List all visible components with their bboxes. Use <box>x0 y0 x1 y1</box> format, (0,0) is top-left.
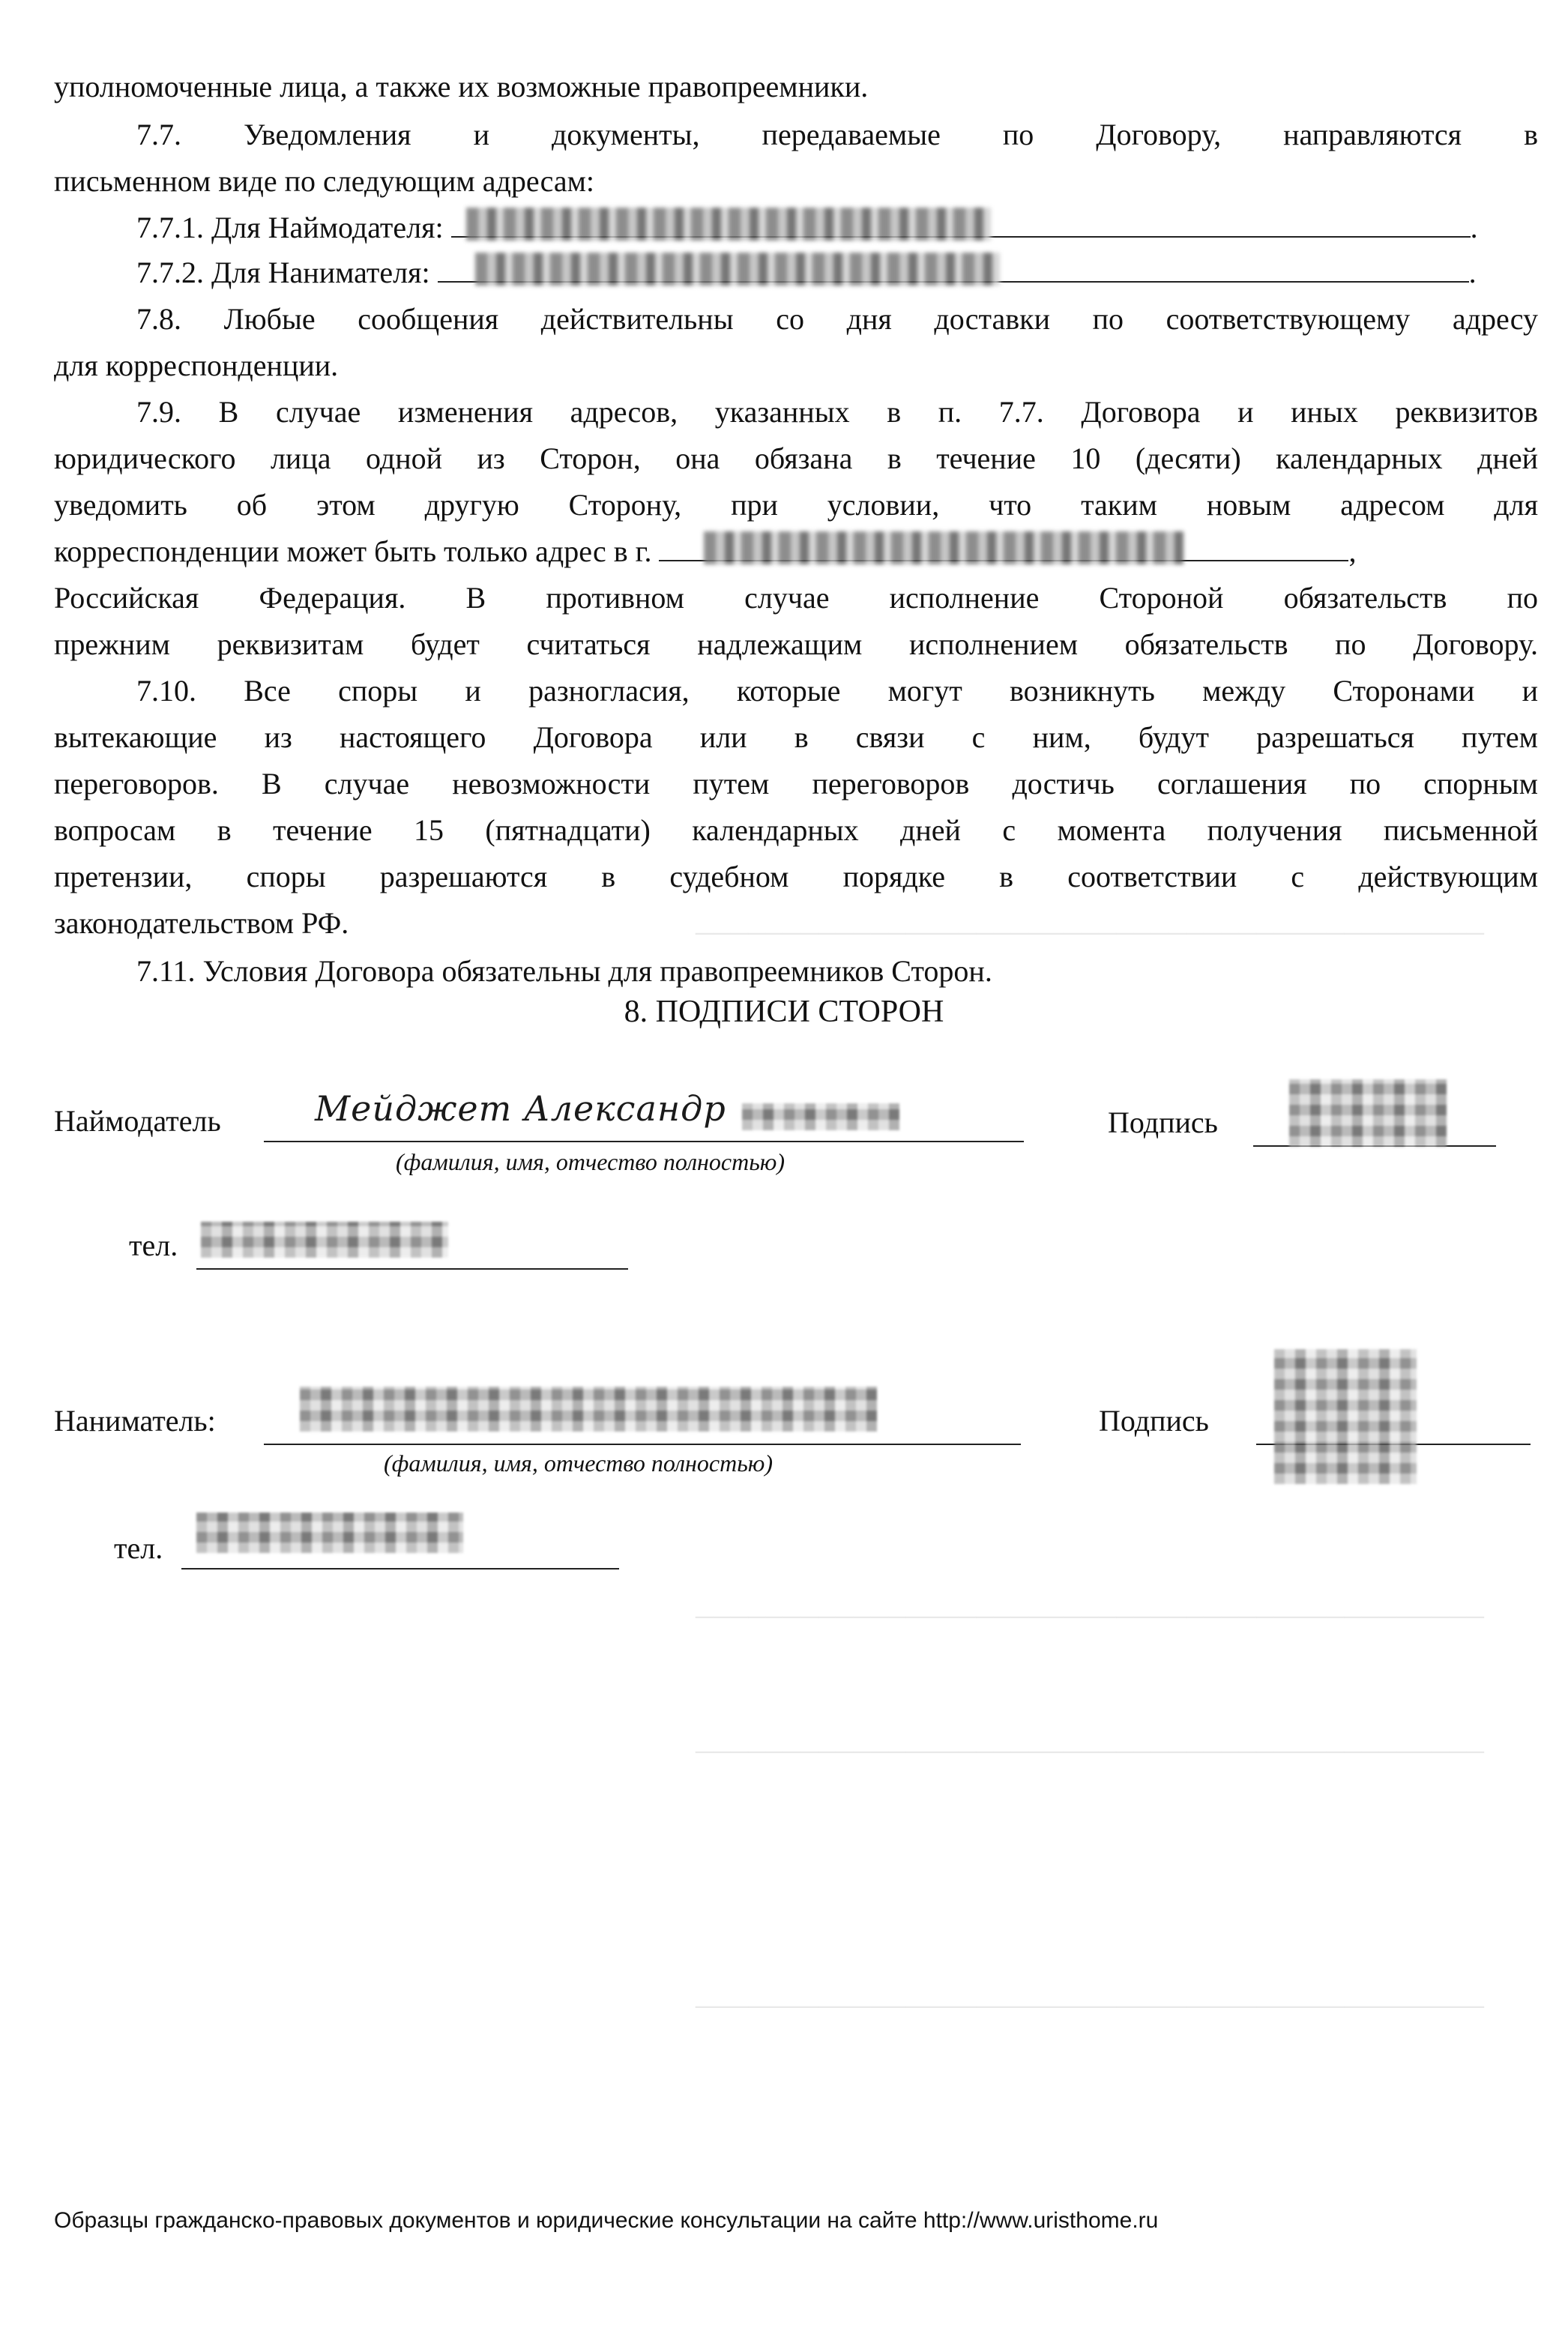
section-heading: 8. ПОДПИСИ СТОРОН <box>624 995 944 1029</box>
tenant-name-redacted <box>300 1387 877 1432</box>
city-label: корреспонденции может быть только адрес в г. <box>54 534 652 568</box>
text-line: вопросам в течение 15 (пятнадцати) календарных дней с момента получения письменной <box>54 813 1538 847</box>
redacted-block <box>704 531 1183 564</box>
tenant-name-rule <box>264 1444 1021 1445</box>
tenant-address-field <box>438 251 1469 283</box>
redacted-block <box>466 208 991 241</box>
redacted-block <box>475 253 1000 286</box>
tenant-phone-redacted <box>196 1513 463 1553</box>
landlord-address-line: 7.7.1. Для Наймодателя: . <box>54 205 1538 250</box>
text-line: 7.11. Условия Договора обязательны для правопреемников Сторон. <box>136 954 992 988</box>
text-line: 7.7. Уведомления и документы, передаваемые по Договору, направляются в <box>136 118 1538 151</box>
tenant-name-caption: (фамилия, имя, отчество полностью) <box>384 1450 773 1477</box>
landlord-handwritten-name: Мейджет Александр <box>315 1088 726 1129</box>
text-line: юридического лица одной из Сторон, она обязана в течение 10 (десяти) календарных дней <box>54 441 1538 475</box>
landlord-label: Наймодатель <box>54 1104 221 1138</box>
text-line: для корреспонденции. <box>54 349 339 382</box>
bleed-through: ───────────────────────────────────────────── <box>695 1994 1484 2021</box>
tenant-signature-redacted <box>1274 1349 1417 1484</box>
text-line: письменном виде по следующим адресам: <box>54 164 595 198</box>
landlord-address-field <box>451 206 1471 238</box>
text-line: Российская Федерация. В противном случае исполнение Стороной обязательств по <box>54 581 1538 615</box>
text-line: 7.10. Все споры и разногласия, которые могут возникнуть между Сторонами и <box>136 674 1538 708</box>
tenant-phone-label: тел. <box>114 1531 163 1565</box>
text-line: 7.8. Любые сообщения действительны со дня доставки по соответствующему адресу <box>136 302 1538 336</box>
text-line: вытекающие из настоящего Договора или в связи с ним, будут разрешаться путем <box>54 720 1538 754</box>
text-line: 7.9. В случае изменения адресов, указанных в п. 7.7. Договора и иных реквизитов <box>136 395 1538 429</box>
landlord-name-rule <box>264 1141 1024 1142</box>
landlord-phone-rule <box>196 1268 628 1270</box>
text-line: переговоров. В случае невозможности путем переговоров достичь соглашения по спорным <box>54 767 1538 800</box>
text-line: уведомить об этом другую Сторону, при условии, что таким новым адресом для <box>54 488 1538 522</box>
landlord-name-caption: (фамилия, имя, отчество полностью) <box>396 1148 785 1175</box>
tenant-signature-label: Подпись <box>1099 1404 1209 1438</box>
text-line: уполномоченные лица, а также их возможные правопреемники. <box>54 70 869 103</box>
landlord-signature-label: Подпись <box>1108 1106 1218 1139</box>
bleed-through: ───────────────────────────────────────────── <box>695 1739 1484 1766</box>
tenant-phone-rule <box>181 1568 619 1569</box>
landlord-phone-redacted <box>201 1222 448 1258</box>
footer-note: Образцы гражданско-правовых документов и юридические консультации на сайте http://www.uristhome.ru <box>54 2208 1159 2233</box>
bleed-through: ───────────────────────────────────────────── <box>695 1604 1484 1631</box>
bleed-through: ───────────────────────────────────────────── <box>695 920 1484 947</box>
text-line: претензии, споры разрешаются в судебном порядке в соответствии с действующим <box>54 860 1538 893</box>
text-line: законодательством РФ. <box>54 906 349 940</box>
text-line: прежним реквизитам будет считаться надлежащим исполнением обязательств по Договору. <box>54 627 1538 661</box>
tenant-label: Наниматель: <box>54 1404 216 1438</box>
city-field <box>659 530 1348 561</box>
tenant-address-line: 7.7.2. Для Нанимателя: . <box>54 250 1538 295</box>
landlord-phone-label: тел. <box>129 1228 178 1262</box>
landlord-address-label: 7.7.1. Для Наймодателя: <box>136 211 444 244</box>
tenant-address-label: 7.7.2. Для Нанимателя: <box>136 256 430 289</box>
redacted-block <box>742 1103 899 1130</box>
city-line: корреспонденции может быть только адрес в г. , <box>54 529 1538 574</box>
landlord-signature-redacted <box>1289 1079 1447 1147</box>
